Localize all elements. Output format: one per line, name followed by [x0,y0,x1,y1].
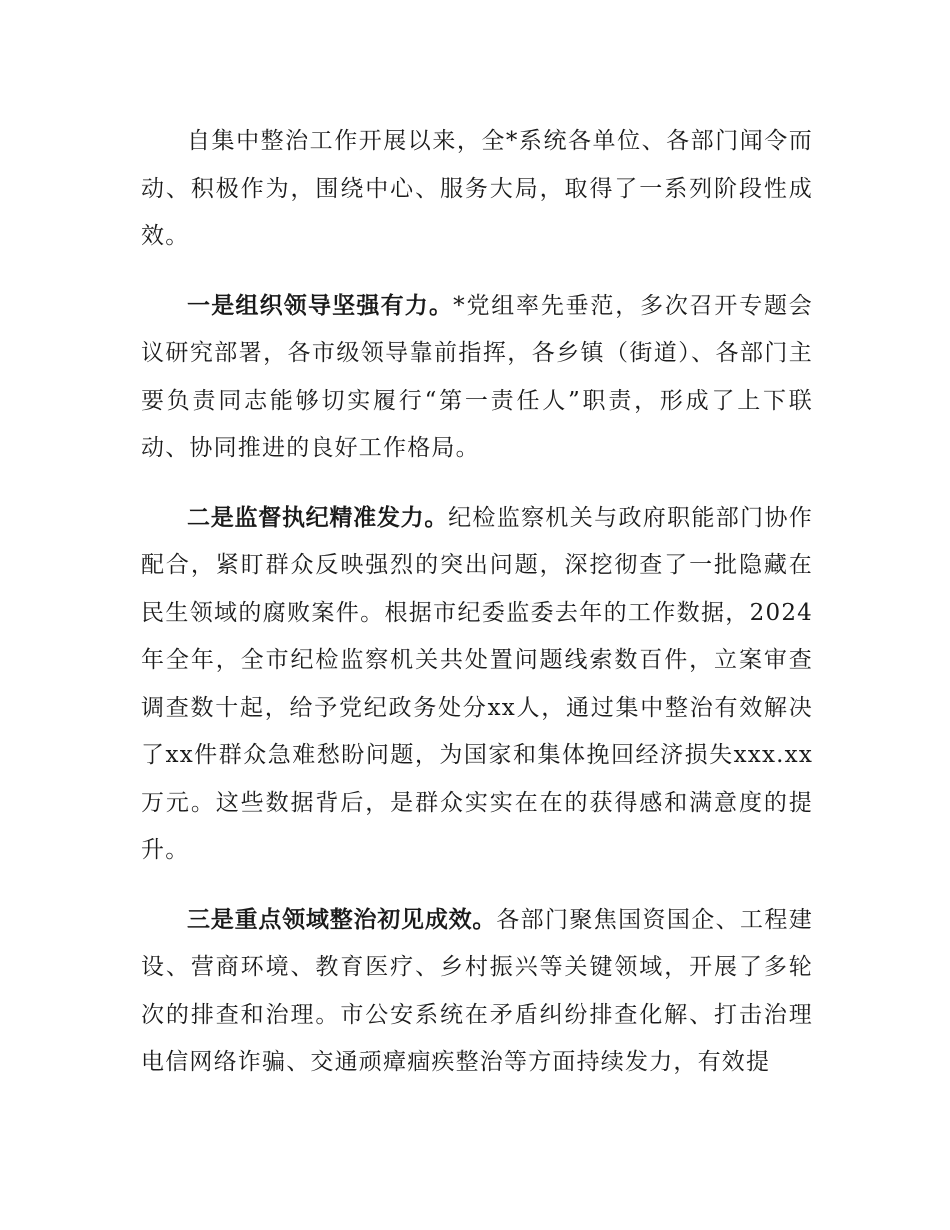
paragraph-text: 纪检监察机关与政府职能部门协作配合，紧盯群众反映强烈的突出问题，深挖彻查了一批隐藏在民生领域的腐败案件。根据市纪委监委去年的工作数据，2024年全年，全市纪检监察机关共处置问题线索数百件，立案审查调查数十起，给予党纪政务处分xx人，通过集中整治有效解决了xx件群众急难愁盼问题，为国家和集体挽回经济损失xxx.xx万元。这些数据背后，是群众实实在在的获得感和满意度的提升。 [141,504,813,863]
point-three-paragraph [141,897,813,1087]
document-body [141,118,813,1109]
paragraph-lead: 二是监督执纪精准发力。 [187,504,449,531]
paragraph-lead: 一是组织领导坚强有力。 [187,292,454,319]
paragraph-text: *党组率先垂范，多次召开专题会议研究部署，各市级领导靠前指挥，各乡镇（街道）、各部门主要负责同志能够切实履行“第一责任人”职责，形成了上下联动、协同推进的良好工作格局。 [141,292,813,461]
paragraph-text: 自集中整治工作开展以来，全*系统各单位、各部门闻令而动、积极作为，围绕中心、服务大局，取得了一系列阶段性成效。 [141,128,813,249]
point-two-paragraph [141,495,813,875]
point-one-paragraph [141,283,813,473]
paragraph-text: 各部门聚焦国资国企、工程建设、营商环境、教育医疗、乡村振兴等关键领域，开展了多轮次的排查和治理。市公安系统在矛盾纠纷排查化解、打击治理电信网络诈骗、交通顽瘴痼疾整治等方面持续发力，有效提 [141,906,813,1075]
paragraph-lead: 三是重点领域整治初见成效。 [187,906,497,933]
intro-paragraph [141,118,813,261]
